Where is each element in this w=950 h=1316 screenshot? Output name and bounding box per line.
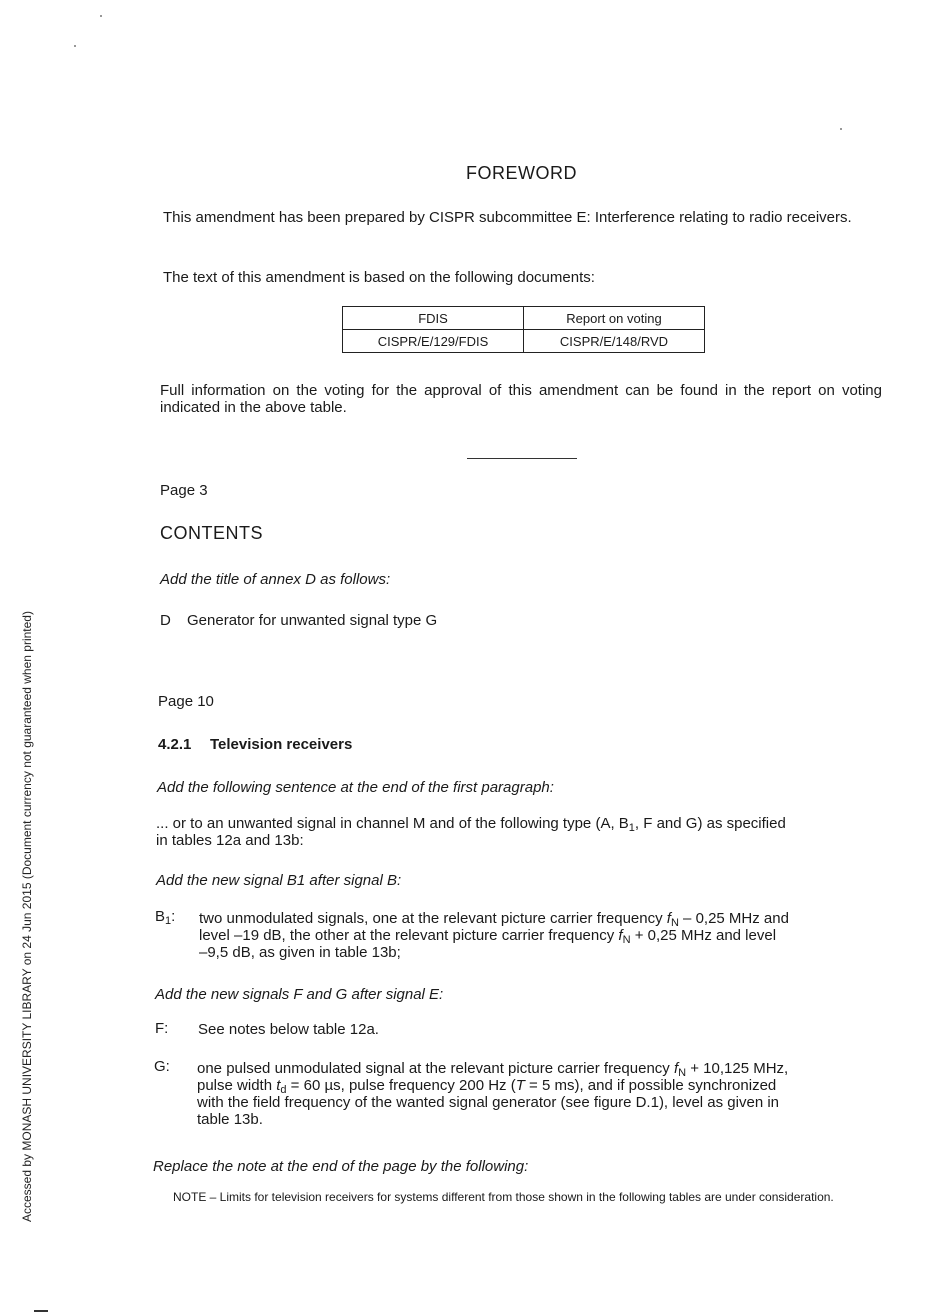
section-number: 4.2.1 — [158, 736, 192, 753]
instruction-new-signals-f-g: Add the new signals F and G after signal E: — [155, 986, 444, 1003]
b1-label — [155, 908, 175, 925]
g-line4: table 13b. — [197, 1111, 263, 1128]
b1-line1-a: two unmodulated signals, one at the relevant picture carrier frequency — [199, 910, 667, 927]
b1-label-colon: : — [171, 908, 176, 925]
page-10-label: Page 10 — [158, 693, 214, 710]
g-line2-c: = 5 ms), and if possible synchronized — [524, 1077, 777, 1094]
b1-label-letter: B — [155, 908, 166, 925]
g-line3: with the field frequency of the wanted signal generator (see figure D.1), level as given in — [197, 1094, 779, 1111]
g-f-symbol: f — [673, 1060, 679, 1077]
scan-speck — [74, 45, 76, 47]
g-line1-b: + 10,125 MHz, — [686, 1060, 789, 1077]
b1-n-sub-2: N — [622, 934, 631, 946]
para1-text-a: ... or to an unwanted signal in channel M and of the following type (A, B — [156, 815, 629, 832]
scan-speck — [100, 15, 102, 17]
access-stamp: Accessed by MONASH UNIVERSITY LIBRARY on 24 Jun 2015 (Document currency not guaranteed when printed) — [20, 611, 34, 1222]
g-definition — [197, 1060, 877, 1128]
f-definition: See notes below table 12a. — [198, 1021, 379, 1038]
instruction-replace-note: Replace the note at the end of the page by the following: — [153, 1158, 529, 1175]
g-line2-b: = 60 µs, pulse frequency 200 Hz ( — [286, 1077, 516, 1094]
para1-text-b: , F and G) as specified — [634, 815, 786, 832]
page-3-label: Page 3 — [160, 482, 208, 499]
instruction-new-signal-b1: Add the new signal B1 after signal B: — [156, 872, 402, 889]
table-cell-report: CISPR/E/148/RVD — [524, 330, 705, 353]
foreword-based-on: The text of this amendment is based on the following documents: — [163, 269, 595, 286]
contents-instruction: Add the title of annex D as follows: — [160, 571, 391, 588]
b1-label-sub: 1 — [165, 915, 172, 927]
g-line2-a: pulse width — [197, 1077, 277, 1094]
g-t-symbol: t — [276, 1077, 281, 1094]
table-cell-fdis: CISPR/E/129/FDIS — [343, 330, 524, 353]
annex-title: Generator for unwanted signal type G — [187, 612, 438, 629]
foreword-full-info: Full information on the voting for the approval of this amendment can be found in the report on voting indicated in the above table. — [160, 382, 882, 416]
note-text: NOTE – Limits for television receivers for systems different from those shown in the following tables are under consideration. — [173, 1190, 834, 1204]
b1-line1-b: – 0,25 MHz and — [678, 910, 789, 927]
g-label: G: — [154, 1058, 170, 1075]
g-period-symbol: T — [515, 1077, 525, 1094]
b1-f-symbol-2: f — [618, 927, 623, 944]
b1-line3: –9,5 dB, as given in table 13b; — [199, 944, 401, 961]
b1-f-symbol: f — [666, 910, 671, 927]
paragraph-unwanted-signal — [156, 815, 878, 849]
table-header-fdis: FDIS — [343, 307, 524, 330]
instruction-first-paragraph: Add the following sentence at the end of the first paragraph: — [157, 779, 554, 796]
section-divider — [467, 458, 577, 459]
b1-definition — [199, 910, 879, 961]
table-header-report: Report on voting — [524, 307, 705, 330]
f-label: F: — [155, 1020, 169, 1037]
section-title: Television receivers — [210, 736, 353, 753]
g-n-sub: N — [678, 1067, 687, 1079]
annex-letter: D — [160, 612, 171, 629]
scan-speck — [840, 128, 842, 130]
bottom-mark — [34, 1310, 48, 1312]
b1-line2-b: + 0,25 MHz and level — [630, 927, 777, 944]
para1-subscript: 1 — [628, 822, 635, 834]
b1-line2-a: level –19 dB, the other at the relevant picture carrier frequency — [199, 927, 619, 944]
foreword-title: FOREWORD — [466, 163, 577, 183]
contents-heading: CONTENTS — [160, 523, 263, 543]
g-d-sub: d — [280, 1084, 287, 1096]
b1-n-sub: N — [670, 917, 679, 929]
para1-line2: in tables 12a and 13b: — [156, 832, 304, 849]
voting-table — [342, 306, 705, 353]
g-line1-a: one pulsed unmodulated signal at the relevant picture carrier frequency — [197, 1060, 674, 1077]
foreword-intro: This amendment has been prepared by CISPR subcommittee E: Interference relating to radio receivers. — [163, 209, 852, 226]
